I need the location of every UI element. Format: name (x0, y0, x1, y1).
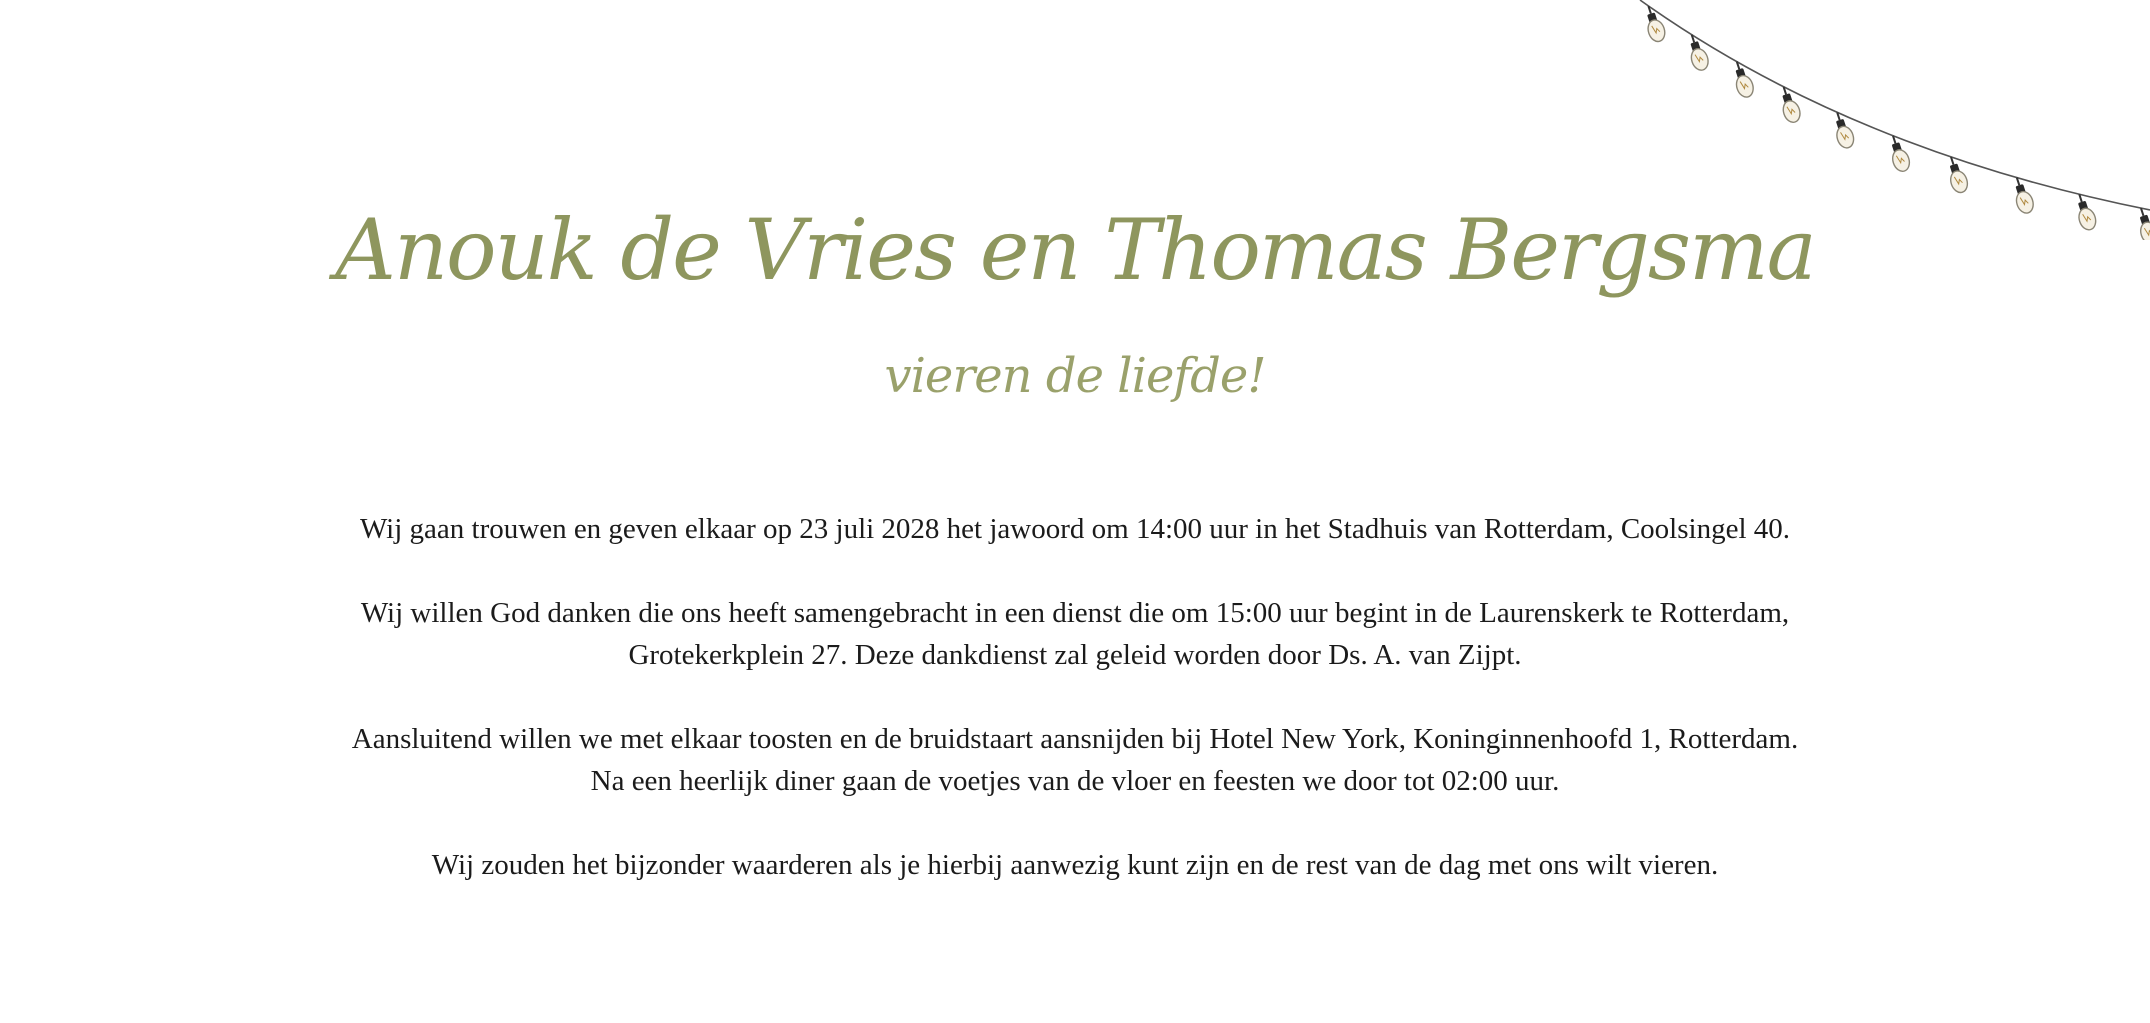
couple-names: Anouk de Vries en Thomas Bergsma (335, 201, 1815, 299)
invitation-text (300, 508, 1850, 928)
text-line: Wij gaan trouwen en geven elkaar op 23 juli 2028 het jawoord om 14:00 uur in het Stadhuis van Rotterdam, Coolsingel 40. (359, 513, 1791, 545)
paragraph-ceremony (300, 508, 1850, 550)
paragraph-reception (300, 718, 1850, 802)
light-bulb-icon (1943, 155, 1970, 195)
text-line: Wij zouden het bijzonder waarderen als je hierbij aanwezig kunt zijn en de rest van de dag met ons wilt vieren. (431, 849, 1719, 881)
paragraph-church-service (300, 592, 1850, 676)
invitation-header (0, 190, 2150, 416)
paragraph-closing (300, 844, 1850, 886)
light-bulb-icon (1885, 133, 1912, 173)
text-line: Na een heerlijk diner gaan de voetjes van de vloer en feesten we door tot 02:00 uur. (590, 765, 1560, 797)
text-line: Aansluitend willen we met elkaar toosten en de bruidstaart aansnijden bij Hotel New York, Koninginnenhoofd 1, Rotterdam. (351, 723, 1799, 755)
light-bulb-icon (1830, 110, 1857, 150)
text-line: Wij willen God danken die ons heeft samengebracht in een dienst die om 15:00 uur begint in de Laurenskerk te Rotterdam, (360, 597, 1790, 629)
text-line: Grotekerkplein 27. Deze dankdienst zal geleid worden door Ds. A. van Zijpt. (628, 639, 1522, 671)
tagline: vieren de liefde! (884, 348, 1266, 404)
